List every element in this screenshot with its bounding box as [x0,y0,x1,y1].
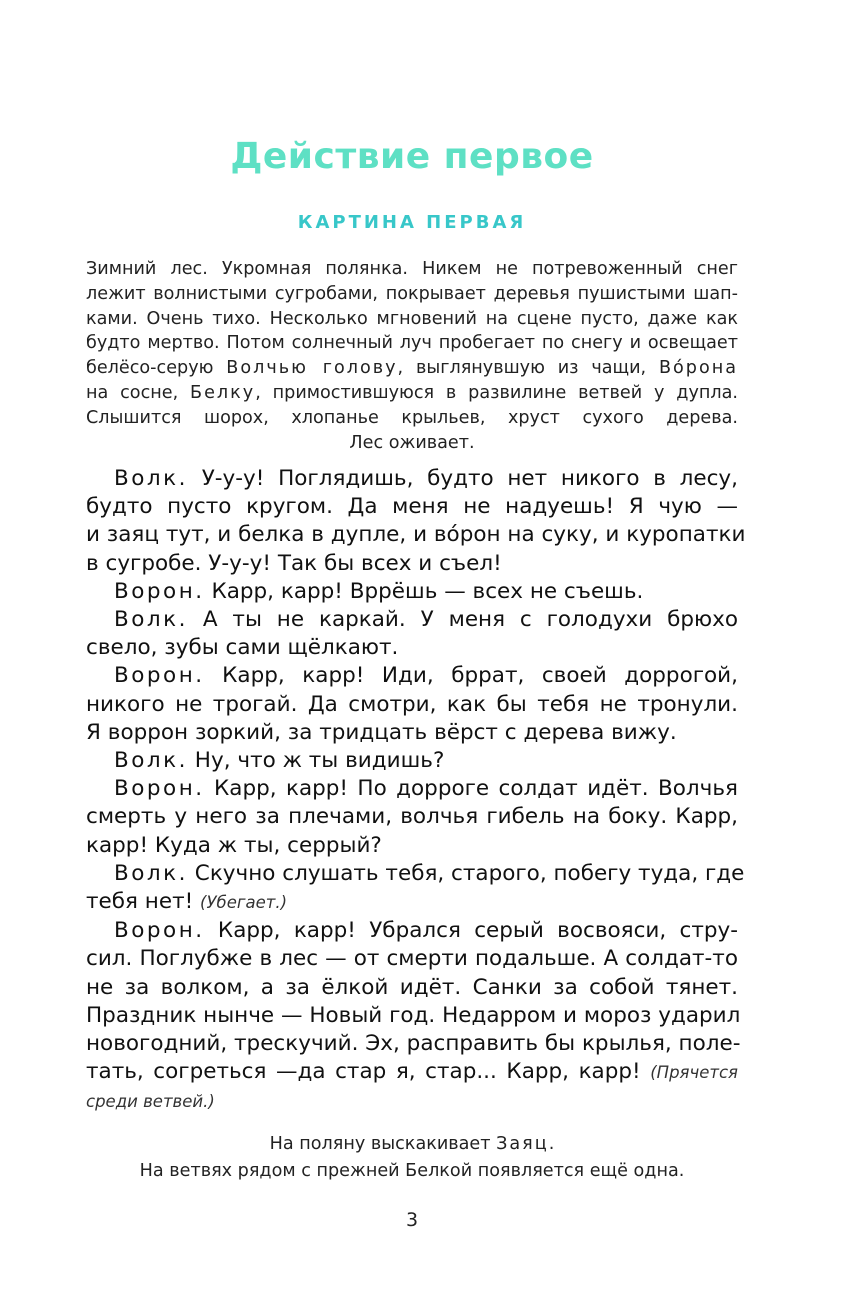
dialogue-line: Я воррон зоркий, за тридцать вёрст с дерева вижу. [86,719,677,745]
stage-line: Слышится шорох, хлопанье крыльев, хруст сухого дерева. [86,407,738,428]
stage-line [86,381,738,406]
dialogue [86,465,746,1117]
dialogue-line: свело, зубы сами щёлкают. [86,635,399,661]
stage-line: лежит волнистыми сугробами, покрывает деревья пушистыми шап- [86,283,738,304]
dialogue-line [86,1087,738,1116]
stage-remark: (Прячется [650,1063,738,1083]
speech-text: Карр, карр! Иди, бррат, своей доррогой, [204,663,738,689]
scene-subtitle: КАРТИНА ПЕРВАЯ [297,212,527,233]
speaker-name: Волк. [114,748,188,774]
speech-text: Карр, карр! По дорроге солдат идёт. Волчья [204,776,738,802]
closing-stage-direction [86,1131,738,1184]
stage-direction [86,257,738,455]
speaker-name: Ворон. [114,776,205,802]
character-name: Во́рона [658,358,738,379]
dialogue-line: новогодний, трескучий. Эх, расправить бы крылья, поле- [86,1031,741,1057]
dialogue-line: в сугробе. У-у-у! Так бы всех и съел! [86,550,502,576]
stage-line [86,356,738,381]
character-name: Белку [190,382,256,403]
dialogue-line [86,747,738,775]
dialogue-line [86,662,738,690]
stage-text: , примостившуюся в развилине ветвей у дупла. [255,382,738,403]
dialogue-line [86,775,738,803]
dialogue-line [86,1058,738,1087]
character-name: Волчью голову [226,358,398,379]
speaker-name: Ворон. [114,578,205,604]
dialogue-line: Праздник нынче — Новый год. Недарром и мороз ударил [86,1002,741,1028]
speech-text: Карр, карр! Убрался серый восвояси, стру- [204,918,738,944]
dialogue-line: сил. Поглубже в лес — от смерти подальше. А солдат-то [86,946,738,972]
stage-line: будто мертво. Потом солнечный луч пробегает по снегу и освещает [86,333,738,354]
dialogue-line: будто пусто кругом. Да меня не надуешь! Я чую — [86,494,738,520]
stage-line: Лес оживает. [349,432,475,453]
speech-text: тебя нет! [86,889,201,915]
stage-line: Зимний лес. Укромная полянка. Никем не потревоженный снег [86,259,738,279]
dialogue-line [86,606,738,634]
speaker-name: Ворон. [114,663,205,689]
speaker-name: Волк. [114,607,188,633]
dialogue-line [86,860,745,888]
stage-text: , выглянувшую из чащи, [397,358,659,379]
stage-text: На поляну выскакивает [269,1134,497,1154]
stage-line: ками. Очень тихо. Несколько мгновений на сцене пусто, даже как [86,308,738,329]
dialogue-line: смерть у него за плечами, волчья гибель на боку. Карр, [86,804,738,830]
dialogue-line [86,917,738,945]
speaker-name: Ворон. [114,918,205,944]
dialogue-line: никого не трогай. Да смотри, как бы тебя не тронули. [86,691,738,717]
stage-text: белёсо-серую [86,358,227,379]
footer-line [86,1131,738,1158]
speech-text: тать, согреться —да стар я, стар... Карр, карр! [86,1059,651,1085]
speech-text: Ну, что ж ты видишь? [187,748,445,774]
dialogue-line: не за волком, а за ёлкой идёт. Санки за собой тянет. [86,974,738,1000]
dialogue-line: карр! Куда ж ты, серрый? [86,832,382,858]
speech-text: А ты не каркай. У меня с голодухи брюхо [187,607,738,633]
character-name: Заяц [496,1134,549,1154]
speech-text: У-у-у! Поглядишь, будто нет никого в лесу, [187,466,738,491]
stage-remark: среди ветвей.) [86,1092,215,1112]
dialogue-line: и заяц тут, и белка в дупле, и во́рон на суку, и куропатки [86,522,746,548]
dialogue-line [86,578,738,606]
dialogue-line [86,888,738,917]
stage-text: . [548,1134,555,1154]
stage-remark: (Убегает.) [200,893,288,913]
page-number: 3 [405,1209,419,1231]
footer-line: На ветвях рядом с прежней Белкой появляется ещё одна. [139,1160,685,1181]
speech-text: Карр, карр! Вррёшь — всех не съешь. [204,578,644,604]
stage-text: на сосне, [86,382,191,403]
speaker-name: Волк. [114,466,188,491]
speaker-name: Волк. [114,860,188,886]
speech-text: Скучно слушать тебя, старого, побегу туда, где [187,860,745,886]
act-title: Действие первое [230,136,594,177]
dialogue-line [86,465,738,493]
